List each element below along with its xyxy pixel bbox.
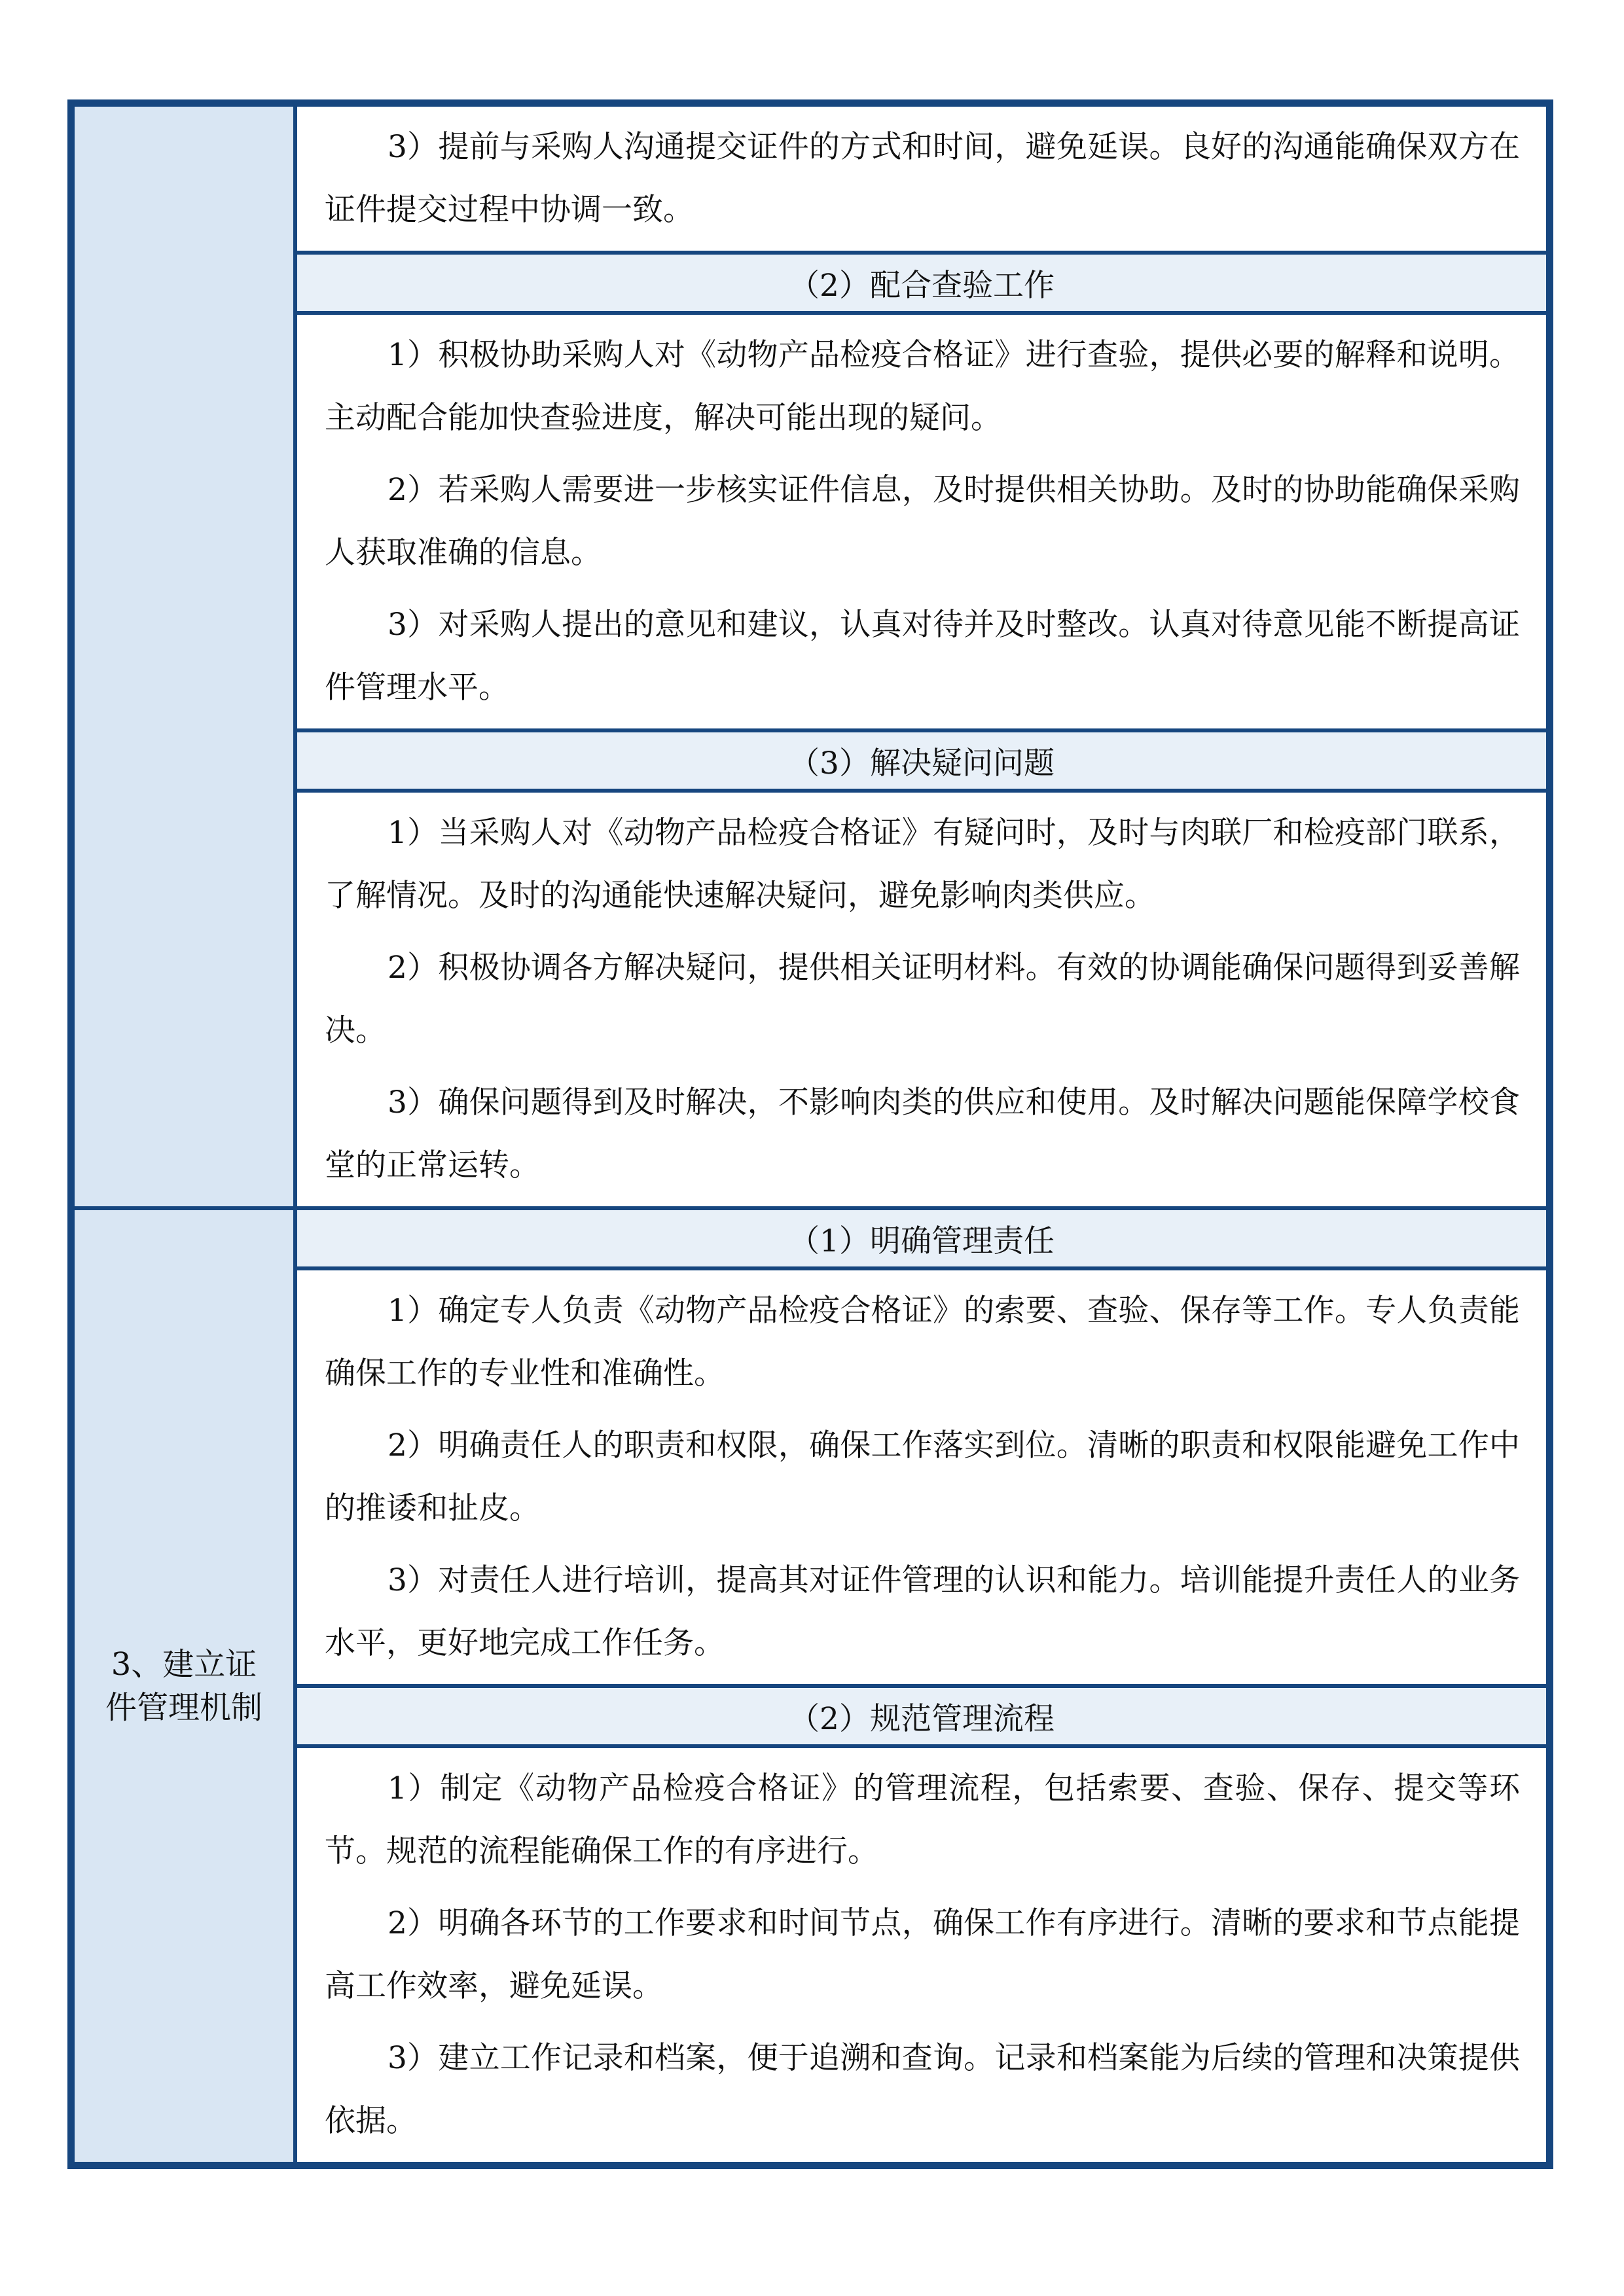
paragraph: 1）当采购人对《动物产品检疫合格证》有疑问时，及时与肉联厂和检疫部门联系，了解情况。及时的沟通能快速解决疑问，避免影响肉类供应。 (325, 815, 1520, 914)
paragraph: 3）提前与采购人沟通提交证件的方式和时间，避免延误。良好的沟通能确保双方在证件提交过程中协调一致。 (325, 129, 1520, 228)
paragraph: 3）对责任人进行培训，提高其对证件管理的认识和能力。培训能提升责任人的业务水平，更好地完成工作任务。 (325, 1562, 1520, 1661)
content-cell (295, 103, 1550, 253)
content-cell (295, 1268, 1550, 1686)
content-cell (295, 1746, 1550, 2166)
paragraph: 2）若采购人需要进一步核实证件信息，及时提供相关协助。及时的协助能确保采购人获取准确的信息。 (325, 472, 1520, 571)
subheading-row (71, 1208, 1550, 1268)
paragraph: 2）明确责任人的职责和权限，确保工作落实到位。清晰的职责和权限能避免工作中的推诿和扯皮。 (325, 1427, 1520, 1526)
paragraph: 3）建立工作记录和档案，便于追溯和查询。记录和档案能为后续的管理和决策提供依据。 (325, 2040, 1520, 2139)
paragraph: 2）积极协调各方解决疑问，提供相关证明材料。有效的协调能确保问题得到妥善解决。 (325, 950, 1520, 1049)
subheading: （1）明确管理责任 (295, 1208, 1550, 1268)
content-table (67, 99, 1553, 2169)
paragraph: 1）确定专人负责《动物产品检疫合格证》的索要、查验、保存等工作。专人负责能确保工作的专业性和准确性。 (325, 1293, 1520, 1391)
section-label-cell (71, 1208, 296, 2166)
paragraph: 1）积极协助采购人对《动物产品检疫合格证》进行查验，提供必要的解释和说明。主动配合能加快查验进度，解决可能出现的疑问。 (325, 337, 1520, 436)
paragraph: 3）对采购人提出的意见和建议，认真对待并及时整改。认真对待意见能不断提高证件管理水平。 (325, 607, 1520, 706)
subheading: （2）配合查验工作 (295, 253, 1550, 313)
section-label-cell (71, 103, 296, 1209)
subheading: （2）规范管理流程 (295, 1686, 1550, 1746)
content-row (71, 103, 1550, 253)
section-label-line: 件管理机制 (105, 1689, 262, 1726)
subheading: （3）解决疑问问题 (295, 730, 1550, 791)
content-cell (295, 313, 1550, 730)
content-cell (295, 791, 1550, 1208)
section-label-line: 3、建立证 (111, 1646, 257, 1683)
paragraph: 1）制定《动物产品检疫合格证》的管理流程，包括索要、查验、保存、提交等环节。规范的流程能确保工作的有序进行。 (325, 1770, 1520, 1869)
paragraph: 2）明确各环节的工作要求和时间节点，确保工作有序进行。清晰的要求和节点能提高工作效率，避免延误。 (325, 1905, 1520, 2004)
paragraph: 3）确保问题得到及时解决，不影响肉类的供应和使用。及时解决问题能保障学校食堂的正常运转。 (325, 1085, 1520, 1183)
